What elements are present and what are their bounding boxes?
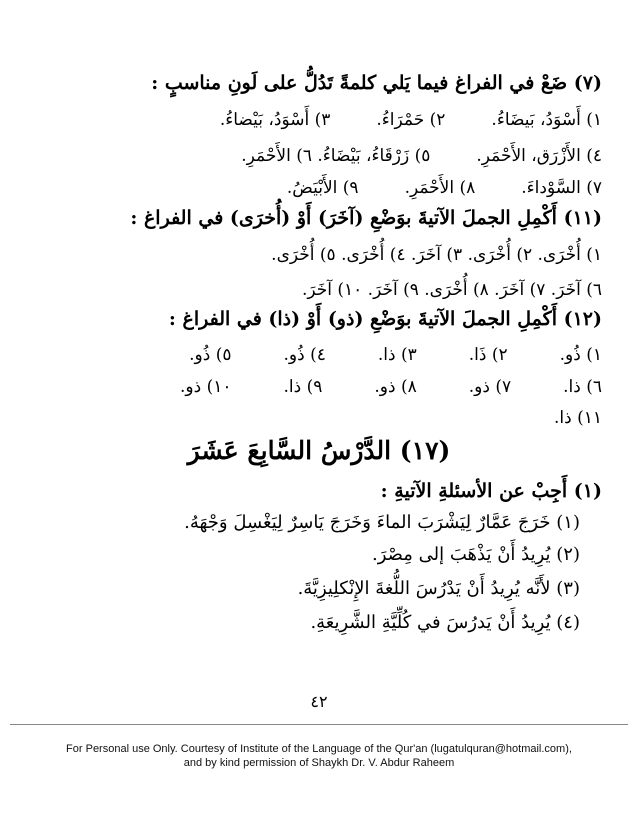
exercise-12-row — [42, 408, 602, 428]
lesson-title: (١٧) الدَّرْسُ السَّابِعَ عَشَرَ — [187, 436, 451, 465]
answer-item: ٧) ذو. — [468, 377, 512, 397]
answer-item: ٣) أَسْوَدُ، بَيْضاءُ. — [219, 110, 331, 130]
answer-item: ٥) زَرْقَاءُ، بَيْضَاءُ. ٦) الأَحْمَرِ. — [241, 146, 431, 166]
answer-item: ١) ذُو. — [559, 345, 602, 365]
answer-item: ٩) ذا. — [283, 377, 323, 397]
answer-item: ٣) ذا. — [377, 345, 417, 365]
exercise-12-row — [42, 377, 602, 397]
exercise-12-row — [42, 345, 602, 365]
exercise-11-row — [42, 280, 602, 300]
answer-item: ٦) ذا. — [563, 377, 602, 397]
page-number: ٤٢ — [310, 692, 328, 711]
lesson-answer: (٢) يُرِيدُ أَنْ يَذْهَبَ إلى مِصْرَ. — [372, 544, 580, 565]
answer-item: ٩) الأَبْيَضُ. — [286, 178, 359, 198]
lesson-exercise-1-heading: (١) أَجِبْ عن الأسئلةِ الآتيةِ : — [380, 480, 602, 502]
footer-line: For Personal use Only. Courtesy of Institute of the Language of the Qur'an (lugatulquran@hotmail.com), — [66, 743, 572, 755]
exercise-12-heading: (١٢) أَكْمِلِ الجملَ الآتيةَ بوَضْعِ (ذو) أَوْ (ذا) في الفراغ : — [168, 308, 602, 330]
answer-item: ٦) آخَرَ. ٧) آخَرَ. ٨) أُخْرَى. ٩) آخَرَ. ١٠) آخَرَ. — [301, 280, 602, 300]
answer-item: ٥) ذُو. — [189, 345, 232, 365]
answer-item: ٤) ذُو. — [283, 345, 326, 365]
answer-item: ٤) الأَزْرَق، الأَحْمَرِ. — [476, 146, 602, 166]
footer-divider — [10, 724, 628, 725]
answer-item: ١) أَسْوَدُ، بَيضَاءُ. — [491, 110, 602, 130]
answer-item: ٨) ذو. — [374, 377, 417, 397]
answer-item: ١١) ذا. — [554, 408, 602, 428]
exercise-7-row — [42, 178, 602, 198]
exercise-7-heading: (٧) ضَعْ في الفراغ فيما يَلي كلمةً تَدُلُّ على لَونِ مناسبٍ : — [151, 72, 602, 94]
footer-line: and by kind permission of Shaykh Dr. V. Abdur Raheem — [183, 757, 455, 769]
exercise-7-row — [42, 110, 602, 130]
answer-item: ٢) حَمْرَاءُ. — [376, 110, 446, 130]
lesson-answer: (١) خَرَجَ عَمَّارٌ لِيَشْرَبَ الماءَ وَخَرَجَ يَاسِرٌ لِيَغْسِلَ وَجْهَهُ. — [184, 512, 580, 533]
footer — [0, 742, 638, 770]
lesson-answer: (٤) يُرِيدُ أَنْ يَدرُسَ في كُلِّيَّةِ الشَّرِيعَةِ. — [310, 612, 580, 633]
answer-item: ١٠) ذو. — [180, 377, 232, 397]
exercise-7-row — [42, 146, 602, 166]
answer-item: ٢) ذَا. — [468, 345, 508, 365]
answer-item: ٨) الأَحْمَرِ. — [404, 178, 476, 198]
answer-item: ٧) السَّوْداءَ. — [521, 178, 602, 198]
lesson-answer: (٣) لأَنَّه يُرِيدُ أَنْ يَدْرُسَ اللُّغةَ الإِنْكلِيزِيَّةَ. — [297, 578, 580, 599]
answer-item: ١) أُخْرَى. ٢) أُخْرَى. ٣) آخَرَ. ٤) أُخْرَى. ٥) أُخْرَى. — [271, 245, 602, 265]
exercise-11-heading: (١١) أَكْمِلِ الجملَ الآتيةَ بوَضْعِ (آخَرَ) أَوْ (أُخرَى) في الفراغ : — [130, 207, 602, 229]
exercise-11-row — [42, 245, 602, 265]
